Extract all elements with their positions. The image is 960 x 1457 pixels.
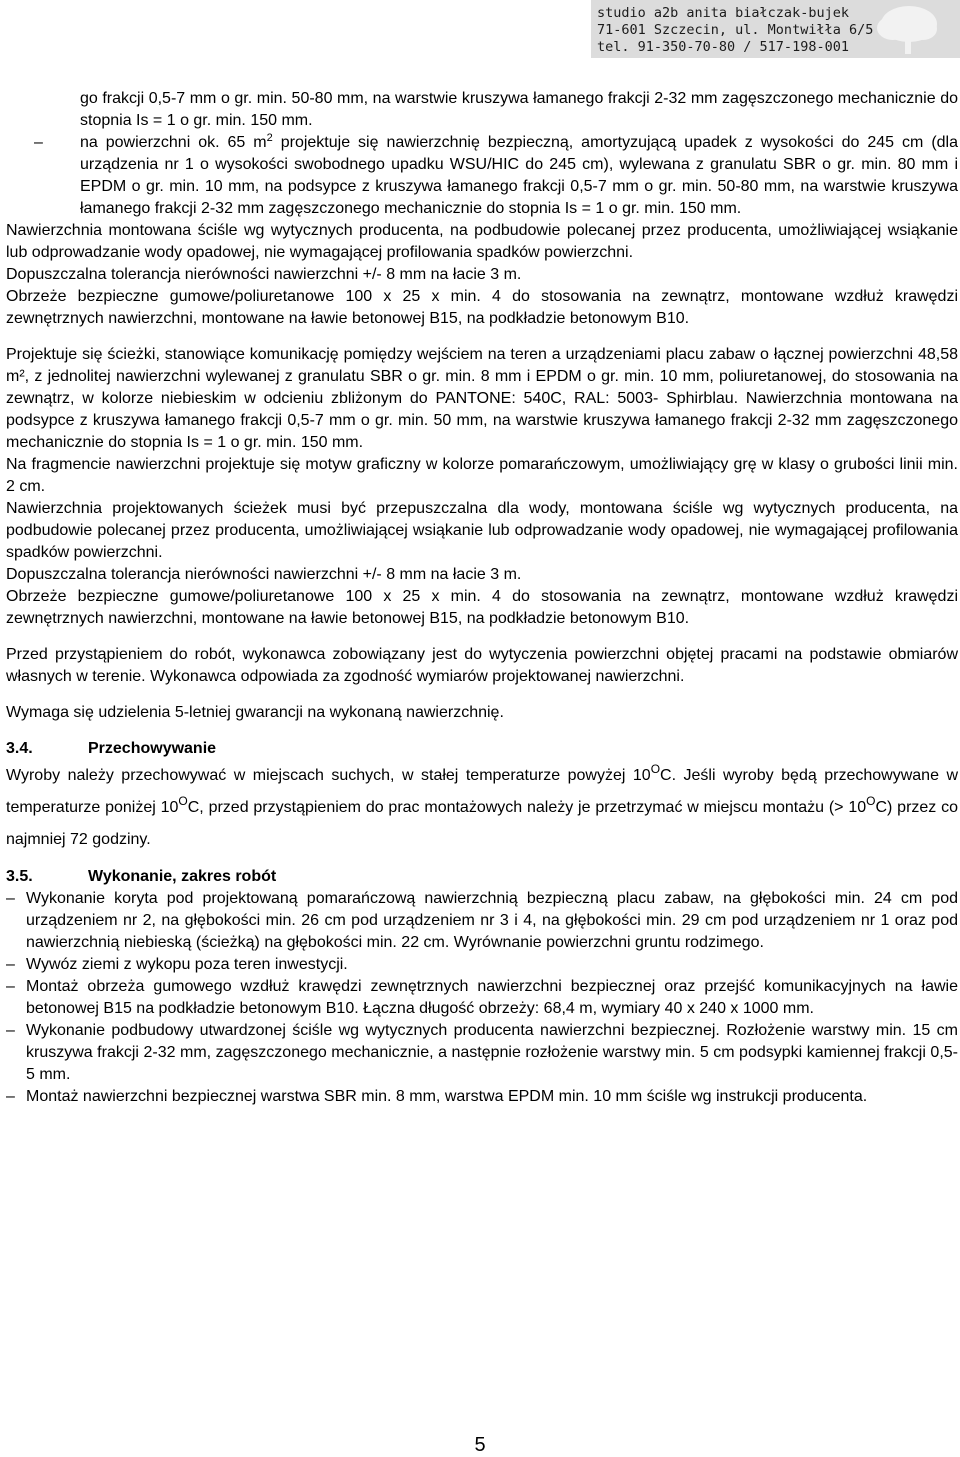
page-header bbox=[591, 0, 960, 58]
paragraph-warranty: Wymaga się udzielenia 5-letniej gwarancji na wykonaną nawierzchnię. bbox=[6, 704, 504, 721]
dash-bullet: – bbox=[6, 1088, 15, 1105]
dash-item-surface bbox=[6, 132, 958, 220]
list-item-text: Wywóz ziemi z wykopu poza teren inwestycji. bbox=[26, 956, 348, 973]
studio-contact bbox=[597, 5, 874, 56]
paragraph-edging-2: Obrzeże bezpieczne gumowe/poliuretanowe 100 x 25 x min. 4 do stosowania na zewnątrz, montowane wzdłuż krawędzi zewnętrznych nawierzchni, montowane na ławie betonowej B15, na podkładzie betonowym B10. bbox=[6, 588, 958, 627]
studio-name: studio a2b anita białczak-bujek bbox=[597, 5, 849, 21]
storage-text-2: C. Jeśli wyroby będą przechowywane w temperaturze poniżej 10 bbox=[6, 767, 958, 816]
list-item-text: Wykonanie koryta pod projektowaną pomarańczową nawierzchnią bezpieczną placu zabaw, na głębokości min. 24 cm pod urządzeniem nr 2, na głębokości min. 26 cm pod urządzeniem nr 3 i 4, na głębokości min. 29 cm pod urządzeniem nr 1 oraz pod nawierzchnią niebieską (ścieżką) na głębokości min. 22 cm. Wyrównanie powierzchni gruntu rodzimego. bbox=[26, 890, 958, 951]
paragraph-tolerance-2: Dopuszczalna tolerancja nierówności nawierzchni +/- 8 mm na łacie 3 m. bbox=[6, 566, 522, 583]
section-number: 3.5. bbox=[6, 868, 33, 885]
dash-bullet: – bbox=[6, 978, 15, 995]
dash-bullet: – bbox=[6, 1022, 15, 1039]
studio-phone: tel. 91-350-70-80 / 517-198-001 bbox=[597, 39, 849, 55]
list-item bbox=[6, 954, 958, 976]
paragraph-graphic-motif: Na fragmencie nawierzchni projektuje się motyw graficzny w kolorze pomarańczowym, umożliwiający grę w klasy o grubości linii min. 2 cm. bbox=[6, 456, 958, 495]
storage-text-4: C) przez co najmniej 72 godziny. bbox=[6, 799, 959, 848]
list-item bbox=[6, 1086, 958, 1108]
paragraph-mounting: Nawierzchnia montowana ściśle wg wytycznych producenta, na podbudowie polecanej przez producenta, umożliwiającej wsiąkanie lub odprowadzanie wody opadowej, nie wymagającej profilowania spadków powierzchni. bbox=[6, 222, 958, 261]
superscript: 2 bbox=[266, 132, 273, 144]
paragraph-paths: Projektuje się ścieżki, stanowiące komunikację pomiędzy wejściem na teren a urządzeniami placu zabaw o łącznej powierzchni 48,58 m², z jednolitej nawierzchni wylewanej z granulatu SBR o gr. min. 8 mm i EPDM o gr. min. 10 mm, poliuretanowej, do stosowania na zewnątrz, w kolorze niebieskim w odcieniu zbliżonym do PANTONE: 540C, RAL: 5003- Sphirblau. Nawierzchnia montowana na podsypce z kruszywa łamanego frakcji 0,5-7 mm o gr. min. 50 mm, na warstwie kruszywa łamanego frakcji 2-32 mm zagęszczonego mechanicznie do stopnia Is = 1 o gr. min. 150 mm. bbox=[6, 346, 958, 451]
document-body bbox=[6, 88, 958, 1108]
section-title: Przechowywanie bbox=[88, 740, 217, 757]
list-item-text: Montaż obrzeża gumowego wzdłuż krawędzi zewnętrznych nawierzchni bezpiecznej oraz przejść komunikacyjnych na ławie betonowej B15 na podkładzie betonowym B10. Łączna długość obrzeży: 68,4 m, wymiary 40 x 240 x 1000 mm. bbox=[26, 978, 958, 1017]
dash-bullet: – bbox=[6, 890, 15, 907]
paragraph-edging: Obrzeże bezpieczne gumowe/poliuretanowe 100 x 25 x min. 4 do stosowania na zewnątrz, montowane wzdłuż krawędzi zewnętrznych nawierzchni, montowane na ławie betonowej B15, na podkładzie betonowym B10. bbox=[6, 288, 958, 327]
paragraph-tolerance: Dopuszczalna tolerancja nierówności nawierzchni +/- 8 mm na łacie 3 m. bbox=[6, 266, 522, 283]
list-item bbox=[6, 888, 958, 954]
paragraph-permeability: Nawierzchnia projektowanych ścieżek musi być przepuszczalna dla wody, montowana ściśle wg wytycznych producenta, na podbudowie polecanej przez producenta, umożliwiającej wsiąkanie lub odprowadzanie wody opadowej, nie wymagającej profilowania spadków powierzchni. bbox=[6, 500, 958, 561]
studio-address: 71-601 Szczecin, ul. Montwiłła 6/5 bbox=[597, 22, 874, 38]
section-title: Wykonanie, zakres robót bbox=[88, 868, 277, 885]
section-heading-storage bbox=[6, 738, 958, 760]
list-item-text: Wykonanie podbudowy utwardzonej ściśle wg wytycznych producenta nawierzchni bezpiecznej. Rozłożenie warstwy min. 15 cm kruszywa frakcji 2-32 mm, zagęszczonego mechanicznie, a następnie rozłożenie warstwy min. 5 cm podsypki kamiennej frakcji 0,5-5 mm. bbox=[26, 1022, 958, 1083]
storage-text-3: C, przed przystąpieniem do prac montażowych należy je przetrzymać w miejscu montażu (> 10 bbox=[187, 799, 867, 816]
degree-mark: O bbox=[866, 794, 876, 808]
list-item bbox=[6, 1020, 958, 1086]
dash-item-text-a: na powierzchni ok. 65 m bbox=[80, 134, 267, 151]
section-number: 3.4. bbox=[6, 740, 33, 757]
section-heading-works bbox=[6, 866, 958, 888]
list-item-text: Montaż nawierzchni bezpiecznej warstwa SBR min. 8 mm, warstwa EPDM min. 10 mm ściśle wg instrukcji producenta. bbox=[26, 1088, 868, 1105]
tree-logo-icon bbox=[853, 2, 953, 56]
storage-text-1: Wyroby należy przechowywać w miejscach suchych, w stałej temperaturze powyżej 10 bbox=[6, 767, 651, 784]
paragraph-setout: Przed przystąpieniem do robót, wykonawca zobowiązany jest do wytyczenia powierzchni objętej pracami na podstawie obmiarów własnych w terenie. Wykonawca odpowiada za zgodność wymiarów projektowanej nawierzchni. bbox=[6, 646, 958, 685]
dash-item-text-b: projektuje się nawierzchnię bezpieczną, amortyzującą upadek z wysokości do 245 cm (dla urządzenia nr 1 o wysokości swobodnego upadku WSU/HIC do 245 cm), wylewana z granulatu SBR o gr. min. 80 mm i EPDM o gr. min. 10 mm, na podsypce z kruszywa łamanego frakcji 0,5-7 mm o gr. min. 50-80 mm, na warstwie kruszywa łamanego frakcji 2-32 mm zagęszczonego mechanicznie do stopnia Is = 1 o gr. min. 150 mm. bbox=[80, 134, 958, 217]
paragraph-storage bbox=[6, 760, 958, 856]
dash-bullet: – bbox=[6, 956, 15, 973]
paragraph-continuation: go frakcji 0,5-7 mm o gr. min. 50-80 mm, na warstwie kruszywa łamanego frakcji 2-32 mm zagęszczonego mechanicznie do stopnia Is = 1 o gr. min. 150 mm. bbox=[80, 90, 958, 129]
dash-bullet: – bbox=[34, 134, 43, 151]
degree-mark: O bbox=[650, 762, 661, 776]
degree-mark: O bbox=[178, 794, 188, 808]
page-number: 5 bbox=[474, 1434, 486, 1456]
list-item bbox=[6, 976, 958, 1020]
